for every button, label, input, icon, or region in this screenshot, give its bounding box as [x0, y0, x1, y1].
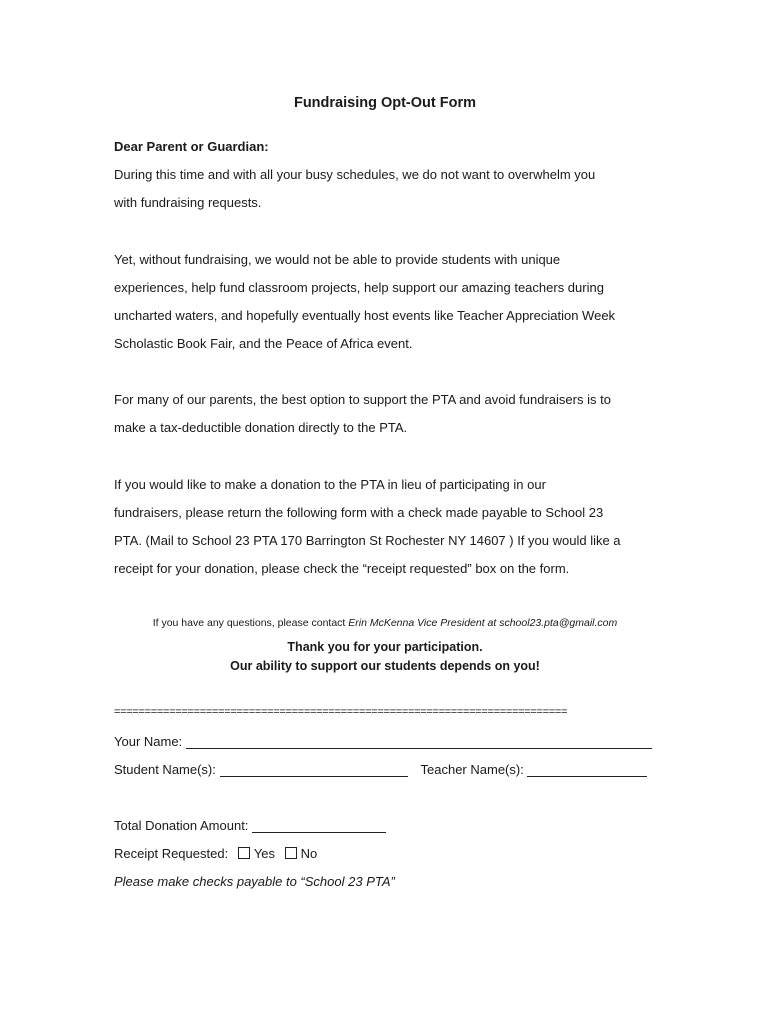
greeting: Dear Parent or Guardian:	[114, 139, 269, 154]
receipt-no-label: No	[300, 846, 318, 861]
contact-line	[0, 617, 770, 629]
paragraph-line: For many of our parents, the best option to support the PTA and avoid fundraisers is to	[114, 392, 611, 407]
paragraph-line: experiences, help fund classroom projects, help support our amazing teachers during	[114, 280, 604, 295]
receipt-yes-checkbox[interactable]	[238, 847, 250, 859]
form-title: Fundraising Opt-Out Form	[293, 95, 477, 111]
total-donation-row	[114, 818, 386, 833]
paragraph-line: During this time and with all your busy schedules, we do not want to overwhelm you	[114, 167, 596, 182]
paragraph-line: make a tax-deductible donation directly to the PTA.	[114, 420, 408, 435]
student-names-field[interactable]	[220, 762, 408, 777]
your-name-row	[114, 734, 652, 749]
teacher-names-label: Teacher Name(s):	[420, 762, 524, 777]
your-name-field[interactable]	[186, 734, 652, 749]
paragraph-line: receipt for your donation, please check the “receipt requested” box on the form.	[114, 561, 570, 576]
paragraph-line: Yet, without fundraising, we would not be able to provide students with unique	[114, 252, 561, 267]
paragraph-instructions	[114, 471, 674, 583]
receipt-row	[114, 846, 317, 861]
contact-details: Erin McKenna Vice President at school23.pta@gmail.com	[348, 617, 618, 629]
student-names-label: Student Name(s):	[114, 762, 216, 777]
total-donation-field[interactable]	[252, 818, 386, 833]
divider: ==========================================================================	[114, 706, 568, 718]
total-donation-label: Total Donation Amount:	[114, 818, 249, 833]
receipt-no-checkbox[interactable]	[285, 847, 297, 859]
paragraph-line: fundraisers, please return the following form with a check made payable to School 23	[114, 505, 604, 520]
paragraph-line: uncharted waters, and hopefully eventually host events like Teacher Appreciation Week	[114, 308, 616, 323]
paragraph-line: Scholastic Book Fair, and the Peace of Africa event.	[114, 336, 413, 351]
payable-note: Please make checks payable to “School 23 PTA”	[114, 874, 395, 889]
teacher-names-field[interactable]	[527, 762, 647, 777]
your-name-label: Your Name:	[114, 734, 183, 749]
paragraph-option	[114, 386, 674, 442]
paragraph-line: If you would like to make a donation to the PTA in lieu of participating in our	[114, 477, 546, 492]
contact-prefix: If you have any questions, please contact	[152, 617, 349, 629]
paragraph-line: with fundraising requests.	[114, 195, 262, 210]
names-row	[114, 762, 647, 777]
thanks-line-1: Thank you for your participation.	[287, 640, 483, 654]
paragraph-intro	[114, 161, 674, 217]
receipt-yes-label: Yes	[253, 846, 276, 861]
paragraph-line: PTA. (Mail to School 23 PTA 170 Barrington St Rochester NY 14607 ) If you would like a	[114, 533, 621, 548]
thanks-line-2: Our ability to support our students depends on you!	[230, 659, 540, 673]
receipt-label: Receipt Requested:	[114, 846, 229, 861]
paragraph-purpose	[114, 246, 674, 358]
